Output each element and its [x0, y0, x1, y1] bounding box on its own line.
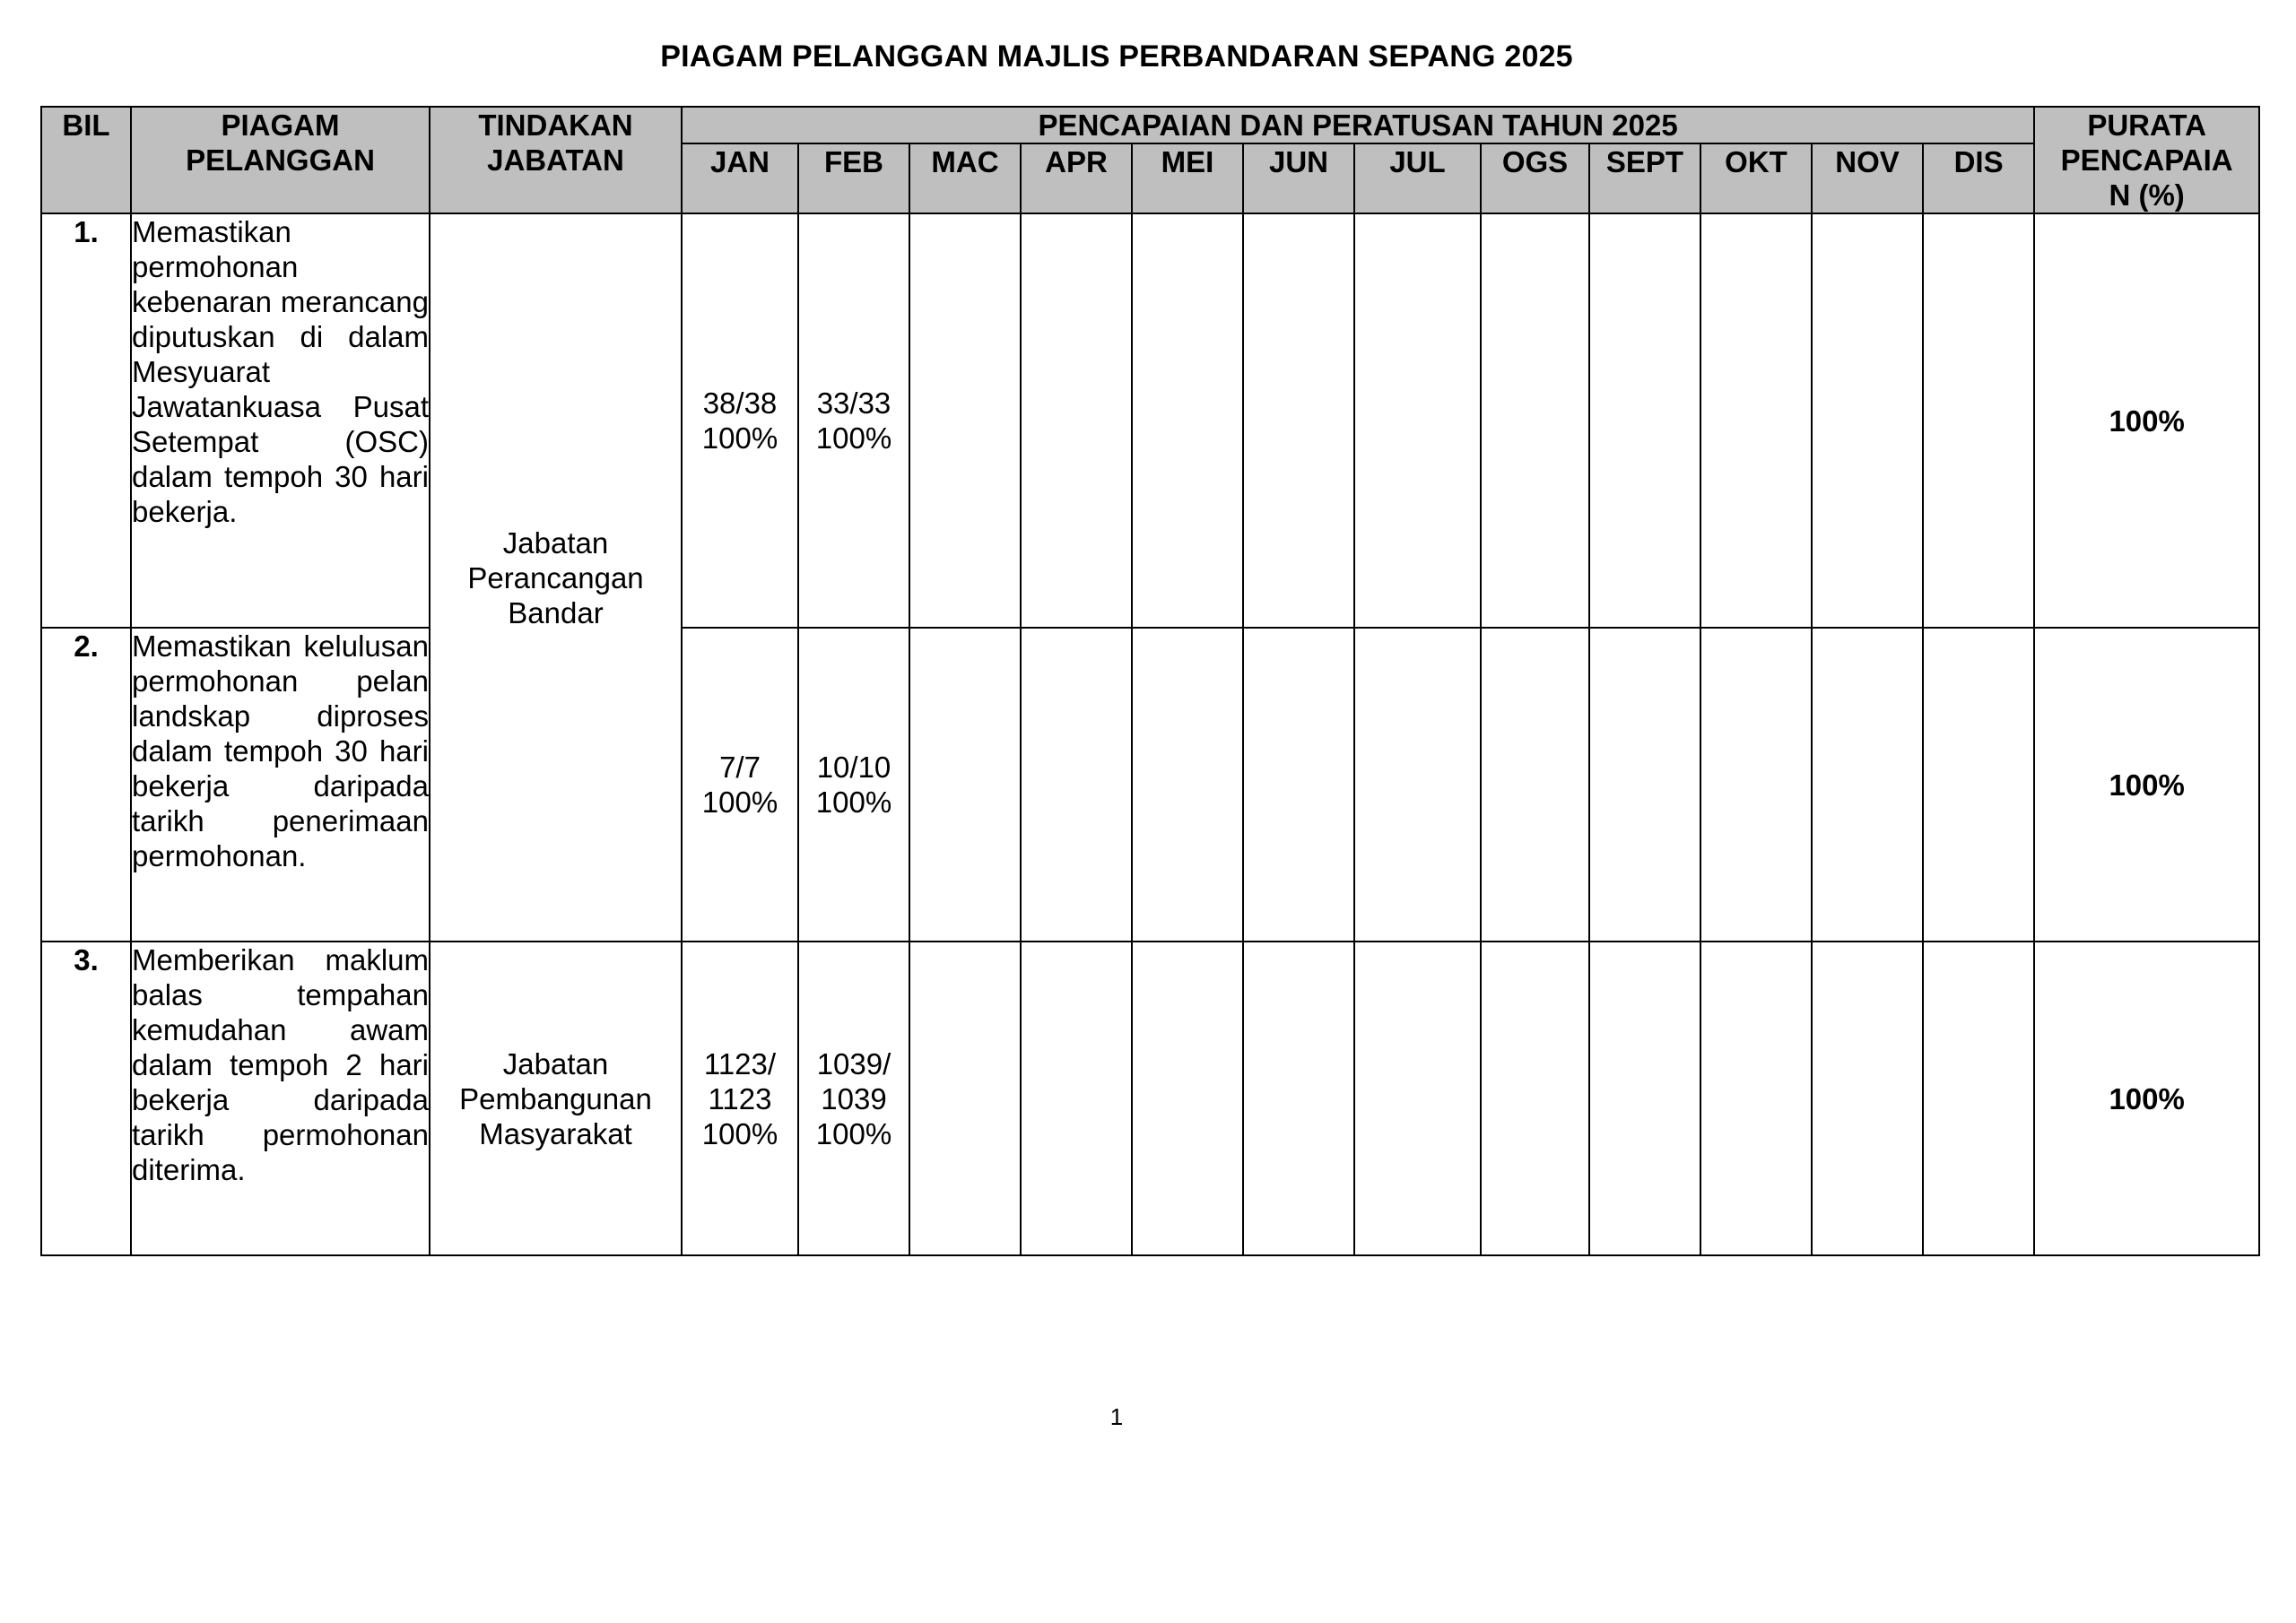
value-sept: [1589, 942, 1700, 1255]
month-header-apr: APR: [1021, 143, 1132, 213]
month-header-feb: FEB: [798, 143, 909, 213]
table-row: [41, 213, 2259, 628]
value-ogs: [1481, 213, 1589, 628]
value-dis: [1923, 628, 2034, 942]
month-header-jun: JUN: [1243, 143, 1354, 213]
value-jun: [1243, 628, 1354, 942]
header-tindakan-line-1: TINDAKAN: [478, 108, 633, 142]
value-nov: [1812, 213, 1923, 628]
department-line: Jabatan: [502, 1046, 609, 1081]
value-jul: [1354, 942, 1481, 1255]
row-number: 1.: [41, 213, 131, 628]
header-bil: BIL: [41, 107, 131, 213]
value-jan: [682, 942, 798, 1255]
department-line: Masyarakat: [479, 1116, 632, 1150]
value-mac: [909, 213, 1021, 628]
value-apr: [1021, 628, 1132, 942]
value-line: 100%: [701, 421, 778, 455]
month-header-ogs: OGS: [1481, 143, 1589, 213]
value-mac: [909, 628, 1021, 942]
month-header-mac: MAC: [909, 143, 1021, 213]
value-nov: [1812, 628, 1923, 942]
value-sept: [1589, 213, 1700, 628]
month-header-nov: NOV: [1812, 143, 1923, 213]
value-line: 10/10: [816, 751, 891, 784]
value-line: 100%: [701, 1116, 778, 1150]
value-ogs: [1481, 942, 1589, 1255]
value-line: 100%: [815, 785, 892, 819]
value-feb: [798, 628, 909, 942]
average-achievement: 100%: [2034, 942, 2259, 1255]
value-mei: [1132, 213, 1243, 628]
month-header-jan: JAN: [682, 143, 798, 213]
table-row: [41, 628, 2259, 942]
department-cell: [430, 942, 682, 1255]
value-line: 1123: [708, 1081, 772, 1115]
header-piagam-line-1: PIAGAM: [221, 108, 340, 142]
value-feb: [798, 213, 909, 628]
header-purata-pencapaian: [2034, 107, 2259, 213]
value-apr: [1021, 942, 1132, 1255]
value-line: 1123/: [703, 1046, 777, 1081]
month-header-okt: OKT: [1700, 143, 1812, 213]
page-number: 1: [1109, 1403, 1124, 1430]
value-okt: [1700, 942, 1812, 1255]
header-purata-line-1: PURATA: [2087, 108, 2206, 142]
value-apr: [1021, 213, 1132, 628]
value-line: 1039/: [816, 1046, 891, 1081]
value-dis: [1923, 213, 2034, 628]
value-mac: [909, 942, 1021, 1255]
value-jan: [682, 628, 798, 942]
header-tindakan-line-2: JABATAN: [487, 143, 624, 177]
header-purata-line-3: N (%): [2109, 178, 2185, 212]
header-purata-line-2: PENCAPAIA: [2060, 143, 2233, 177]
value-sept: [1589, 628, 1700, 942]
value-jan: [682, 213, 798, 628]
department-line: Bandar: [508, 595, 604, 629]
table-row: [41, 942, 2259, 1255]
value-nov: [1812, 942, 1923, 1255]
value-line: 100%: [815, 421, 892, 455]
value-line: 7/7: [719, 751, 761, 784]
month-header-dis: DIS: [1923, 143, 2034, 213]
value-mei: [1132, 942, 1243, 1255]
charter-description: Memberikan maklum balas tempahan kemudahan awam dalam tempoh 2 hari bekerja daripada tarikh permohonan diterima.: [131, 942, 430, 1255]
charter-description: Memastikan kelulusan permohonan pelan landskap diproses dalam tempoh 30 hari bekerja daripada tarikh penerimaan permohonan.: [131, 628, 430, 942]
row-number: 3.: [41, 942, 131, 1255]
value-jun: [1243, 942, 1354, 1255]
customer-charter-table: [40, 106, 2260, 1256]
value-jul: [1354, 213, 1481, 628]
value-line: 100%: [701, 785, 778, 819]
value-okt: [1700, 213, 1812, 628]
header-row-top: [41, 107, 2259, 143]
row-number: 2.: [41, 628, 131, 942]
department-line: Pembangunan: [459, 1081, 652, 1115]
value-mei: [1132, 628, 1243, 942]
value-okt: [1700, 628, 1812, 942]
charter-description: Memastikan permohonan kebenaran merancang diputuskan di dalam Mesyuarat Jawatankuasa Pusat Setempat (OSC) dalam tempoh 30 hari bekerja.: [131, 213, 430, 628]
month-header-mei: MEI: [1132, 143, 1243, 213]
value-line: 38/38: [702, 386, 778, 420]
document-title: PIAGAM PELANGGAN MAJLIS PERBANDARAN SEPANG 2025: [660, 39, 1573, 74]
value-jun: [1243, 213, 1354, 628]
value-ogs: [1481, 628, 1589, 942]
header-tindakan-jabatan: [430, 107, 682, 213]
header-pencapaian-band: PENCAPAIAN DAN PERATUSAN TAHUN 2025: [682, 107, 2034, 143]
department-cell: [430, 213, 682, 942]
value-line: 33/33: [816, 386, 891, 420]
department-line: Perancangan: [467, 560, 644, 595]
month-header-sept: SEPT: [1589, 143, 1700, 213]
header-piagam-line-2: PELANGGAN: [186, 143, 375, 177]
department-line: Jabatan: [502, 525, 609, 560]
value-dis: [1923, 942, 2034, 1255]
average-achievement: 100%: [2034, 213, 2259, 628]
value-jul: [1354, 628, 1481, 942]
header-piagam-pelanggan: [131, 107, 430, 213]
value-line: 100%: [815, 1116, 892, 1150]
month-header-jul: JUL: [1354, 143, 1481, 213]
value-line: 1039: [821, 1081, 887, 1115]
average-achievement: 100%: [2034, 628, 2259, 942]
value-feb: [798, 942, 909, 1255]
